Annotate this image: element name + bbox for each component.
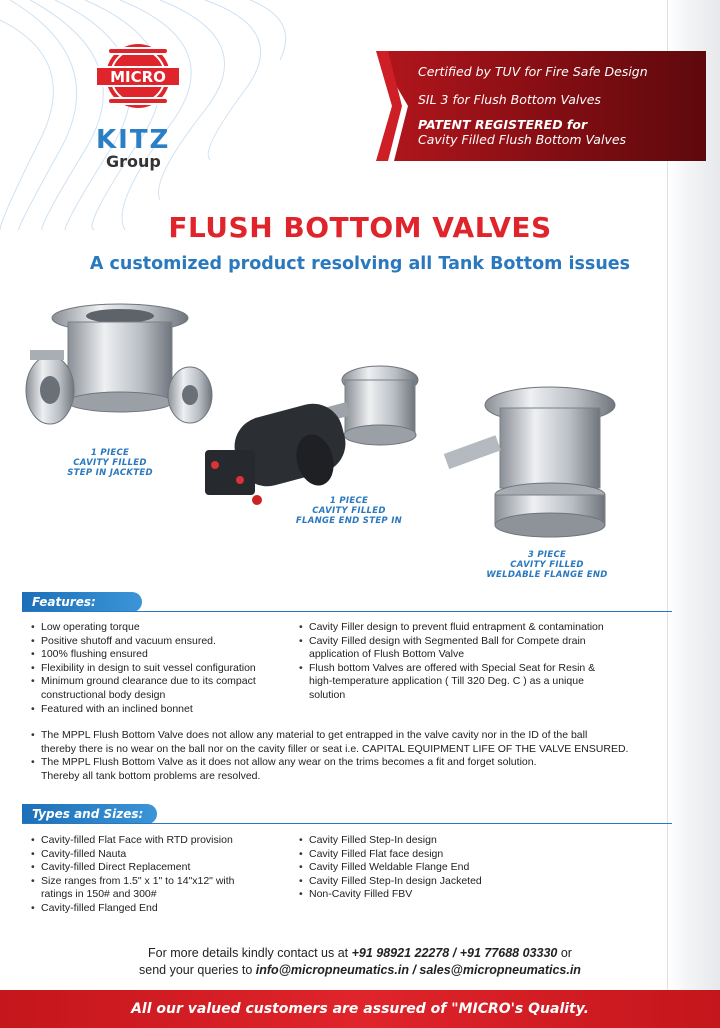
- phone-number-2[interactable]: +91 77688 03330: [459, 946, 558, 960]
- cert-line-tuv: Certified by TUV for Fire Safe Design: [418, 64, 648, 79]
- features-heading-text: Features:: [32, 595, 96, 609]
- contact-line-email: [0, 961, 720, 979]
- feature-note: [30, 729, 670, 756]
- feature-item: [298, 635, 638, 662]
- contact-phone-prefix: For more details kindly contact us at: [148, 946, 352, 960]
- features-notes: [30, 729, 670, 783]
- features-list-right: [298, 621, 638, 703]
- contact-email-prefix: send your queries to: [139, 963, 256, 977]
- caption-line: CAVITY FILLED: [312, 506, 386, 516]
- type-item: [30, 902, 290, 916]
- type-item: [30, 834, 290, 848]
- type-item-line: • Non-Cavity Filled FBV: [309, 888, 413, 901]
- feature-item-line: • Featured with an inclined bonnet: [41, 702, 193, 715]
- feature-item: [30, 703, 300, 717]
- caption-line: WELDABLE FLANGE END: [486, 570, 608, 580]
- feature-item: [298, 621, 638, 635]
- types-list-left: [30, 834, 290, 916]
- feature-note-line: thereby there is no wear on the ball nor on the cavity filler or seat i.e. CAPITAL EQUIPMENT LIFE OF THE VALVE ENSURED.: [41, 742, 629, 755]
- type-item-line: • Cavity Filled Step-In design Jacketed: [309, 874, 482, 887]
- certification-banner: [376, 51, 706, 161]
- type-item-line: • Size ranges from 1.5" x 1" to 14"x12" with: [41, 874, 235, 887]
- footer-text: All our valued customers are assured of "MICRO's Quality.: [131, 1001, 589, 1017]
- feature-item-line: solution: [309, 688, 346, 701]
- product-gallery: [0, 290, 720, 590]
- feature-item-line: • Low operating torque: [41, 621, 140, 633]
- features-divider: [22, 611, 672, 612]
- product-caption-weldable: [486, 550, 608, 580]
- page-title: FLUSH BOTTOM VALVES: [168, 211, 552, 244]
- feature-item-line: • Cavity Filler design to prevent fluid entrapment & contamination: [309, 621, 604, 633]
- features-heading: [22, 592, 142, 612]
- type-item: [30, 861, 290, 875]
- feature-item: [30, 648, 300, 662]
- type-item-line: • Cavity Filled Flat face design: [309, 847, 444, 860]
- type-item-line: ratings in 150# and 300#: [41, 888, 157, 901]
- caption-line: FLANGE END STEP IN: [295, 516, 403, 526]
- valve-jacketed-icon: [20, 290, 220, 440]
- caption-line: 1 PIECE: [329, 496, 369, 506]
- type-item-line: • Cavity-filled Direct Replacement: [41, 861, 191, 874]
- email-sales-link[interactable]: sales@micropneumatics.in: [419, 963, 581, 977]
- feature-item: [30, 621, 300, 635]
- feature-note-line: • The MPPL Flush Bottom Valve as it does not allow any wear on the trims becomes a fit and forget solution.: [41, 756, 537, 769]
- cert-patent-bold: PATENT REGISTERED for: [418, 117, 588, 132]
- type-item: [298, 875, 598, 889]
- feature-note: [30, 756, 670, 783]
- type-item-line: • Cavity-filled Flat Face with RTD provision: [41, 834, 233, 846]
- product-caption-jacketed: [62, 448, 158, 478]
- type-item-line: • Cavity Filled Weldable Flange End: [309, 861, 470, 874]
- feature-item-line: • Cavity Filled design with Segmented Ball for Compete drain: [309, 634, 586, 647]
- feature-item-line: application of Flush Bottom Valve: [309, 648, 465, 661]
- phone-number-1[interactable]: +91 98921 22278: [351, 946, 450, 960]
- type-item-line: • Cavity-filled Nauta: [41, 847, 127, 860]
- type-item-line: • Cavity Filled Step-In design: [309, 834, 437, 846]
- features-list-left: [30, 621, 300, 716]
- caption-line: STEP IN JACKTED: [67, 468, 153, 478]
- feature-item: [30, 635, 300, 649]
- kitz-logo-text: KITZ: [96, 125, 171, 155]
- contact-phone-suffix: or: [557, 946, 572, 960]
- caption-line: CAVITY FILLED: [510, 560, 584, 570]
- types-divider: [22, 823, 672, 824]
- valve-actuated-icon: [195, 350, 445, 520]
- feature-item: [30, 675, 300, 702]
- feature-item-line: • Minimum ground clearance due to its compact: [41, 675, 256, 688]
- feature-item-line: • Positive shutoff and vacuum ensured.: [41, 634, 216, 647]
- type-item: [30, 875, 290, 902]
- types-heading: [22, 804, 157, 824]
- feature-note-line: Thereby all tank bottom problems are resolved.: [41, 769, 261, 782]
- feature-item: [298, 662, 638, 703]
- feature-item: [30, 662, 300, 676]
- caption-line: 1 PIECE: [90, 448, 130, 458]
- cert-line-sil: SIL 3 for Flush Bottom Valves: [418, 92, 601, 107]
- footer-banner: [0, 990, 720, 1028]
- type-item: [298, 834, 598, 848]
- type-item: [298, 888, 598, 902]
- phone-separator: /: [449, 946, 460, 960]
- type-item: [298, 848, 598, 862]
- caption-line: 3 PIECE: [527, 550, 567, 560]
- feature-item-line: high-temperature application ( Till 320 Deg. C ) as a unique: [309, 675, 584, 688]
- feature-item-line: • Flexibility in design to suit vessel configuration: [41, 661, 256, 674]
- contact-line-phone: [0, 944, 720, 962]
- valve-weldable-icon: [440, 370, 630, 550]
- group-logo-text: Group: [106, 152, 161, 171]
- feature-item-line: • Flush bottom Valves are offered with Special Seat for Resin &: [309, 661, 596, 674]
- product-caption-actuated: [294, 496, 404, 526]
- feature-note-line: • The MPPL Flush Bottom Valve does not allow any material to get entrapped in the valve cavity nor in the ID of the ball: [41, 729, 588, 741]
- cert-line-cavity: Cavity Filled Flush Bottom Valves: [418, 132, 627, 147]
- page-subtitle: A customized product resolving all Tank Bottom issues: [89, 254, 631, 274]
- types-heading-text: Types and Sizes:: [32, 807, 144, 821]
- email-separator: /: [408, 963, 420, 977]
- type-item: [298, 861, 598, 875]
- feature-item-line: constructional body design: [41, 688, 166, 701]
- email-info-link[interactable]: info@micropneumatics.in: [255, 963, 409, 977]
- cert-line-patent: [418, 117, 587, 132]
- feature-item-line: • 100% flushing ensured: [41, 648, 148, 661]
- type-item: [30, 848, 290, 862]
- micro-logo-text: MICRO: [110, 68, 166, 86]
- types-list-right: [298, 834, 598, 902]
- type-item-line: • Cavity-filled Flanged End: [41, 901, 158, 914]
- caption-line: CAVITY FILLED: [73, 458, 147, 468]
